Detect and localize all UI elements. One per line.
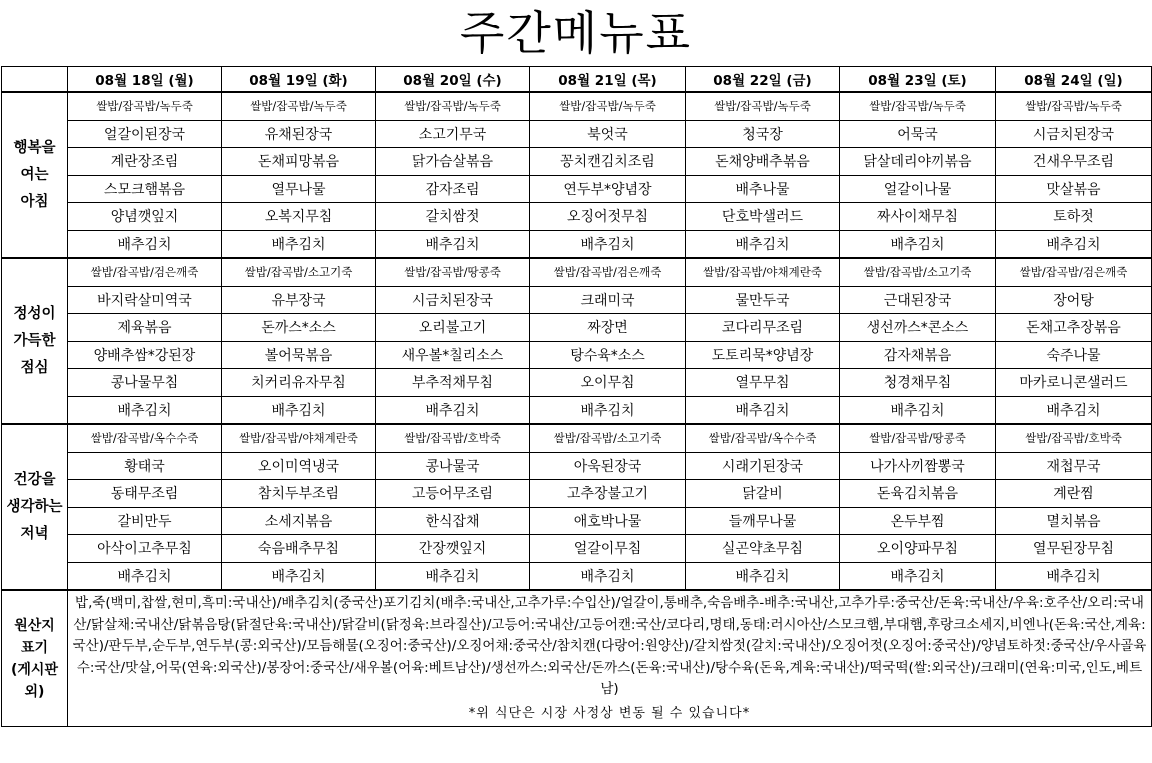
menu-cell: 배추김치 bbox=[996, 562, 1152, 590]
menu-cell: 돈까스*소스 bbox=[222, 314, 376, 342]
meal-label bbox=[2, 258, 68, 424]
menu-cell: 돈육김치볶음 bbox=[840, 480, 996, 508]
menu-cell: 새우볼*칠리소스 bbox=[376, 341, 530, 369]
menu-cell: 양념깻잎지 bbox=[68, 203, 222, 231]
menu-row bbox=[2, 203, 1152, 231]
menu-cell: 나가사끼짬뽕국 bbox=[840, 452, 996, 480]
menu-cell: 배추김치 bbox=[376, 396, 530, 424]
menu-cell: 배추김치 bbox=[530, 230, 686, 258]
meal-label-line: 정성이 bbox=[13, 305, 56, 322]
menu-cell: 돈채피망볶음 bbox=[222, 148, 376, 176]
menu-cell: 청경채무침 bbox=[840, 369, 996, 397]
menu-cell: 열무나물 bbox=[222, 175, 376, 203]
menu-cell: 유채된장국 bbox=[222, 120, 376, 148]
menu-cell: 계란찜 bbox=[996, 480, 1152, 508]
menu-cell: 단호박샐러드 bbox=[686, 203, 840, 231]
menu-row bbox=[2, 396, 1152, 424]
menu-cell: 배추김치 bbox=[222, 562, 376, 590]
menu-cell: 오이양파무침 bbox=[840, 535, 996, 563]
menu-cell: 배추김치 bbox=[222, 230, 376, 258]
menu-cell: 고추장불고기 bbox=[530, 480, 686, 508]
menu-row bbox=[2, 230, 1152, 258]
menu-row bbox=[2, 120, 1152, 148]
menu-cell: 맛살볶음 bbox=[996, 175, 1152, 203]
menu-cell: 제육볶음 bbox=[68, 314, 222, 342]
menu-cell: 동태무조림 bbox=[68, 480, 222, 508]
menu-cell: 마카로니콘샐러드 bbox=[996, 369, 1152, 397]
menu-cell: 꽁치캔김치조림 bbox=[530, 148, 686, 176]
menu-cell: 콩나물무침 bbox=[68, 369, 222, 397]
menu-cell: 참치두부조림 bbox=[222, 480, 376, 508]
menu-cell: 재첩무국 bbox=[996, 452, 1152, 480]
menu-cell: 소세지볶음 bbox=[222, 507, 376, 535]
menu-cell: 멸치볶음 bbox=[996, 507, 1152, 535]
origin-label bbox=[2, 590, 68, 727]
meal-label-line: 점심 bbox=[20, 359, 49, 376]
menu-row bbox=[2, 258, 1152, 286]
origin-label-line: 원산지 bbox=[14, 617, 55, 634]
origin-label-line: 표기 bbox=[20, 639, 49, 656]
menu-cell: 치커리유자무침 bbox=[222, 369, 376, 397]
menu-cell: 소고기무국 bbox=[376, 120, 530, 148]
menu-cell: 쌀밥/잡곡밥/소고기죽 bbox=[530, 424, 686, 452]
menu-cell: 오이미역냉국 bbox=[222, 452, 376, 480]
page-title: 주간메뉴표 bbox=[459, 6, 693, 60]
menu-cell: 쌀밥/잡곡밥/호박죽 bbox=[996, 424, 1152, 452]
menu-cell: 배추김치 bbox=[840, 230, 996, 258]
meal-label-line: 생각하는 bbox=[6, 498, 63, 515]
menu-cell: 쌀밥/잡곡밥/검은깨죽 bbox=[996, 258, 1152, 286]
menu-cell: 물만두국 bbox=[686, 286, 840, 314]
menu-cell: 배추김치 bbox=[376, 562, 530, 590]
menu-cell: 청국장 bbox=[686, 120, 840, 148]
meal-label-line: 건강을 bbox=[13, 471, 56, 488]
menu-cell: 닭갈비 bbox=[686, 480, 840, 508]
menu-cell: 쌀밥/잡곡밥/검은깨죽 bbox=[530, 258, 686, 286]
menu-cell: 닭가슴살볶음 bbox=[376, 148, 530, 176]
menu-cell: 쌀밥/잡곡밥/녹두죽 bbox=[68, 92, 222, 120]
menu-cell: 연두부*양념장 bbox=[530, 175, 686, 203]
origin-info bbox=[68, 590, 1152, 727]
menu-cell: 온두부찜 bbox=[840, 507, 996, 535]
origin-text: 밥,죽(백미,찹쌀,현미,흑미:국내산)/배추김치(중국산)포기김치(배추:국내산,고추가루:수입산)/얼갈이,통배추,숙음배추-배추:국내산,고추가루:중국산/돈육:국내산/우육:호주산/오리:국내산/닭살채:국내산/닭볶음탕(닭절단육:국내산)/닭갈비(닭정육:브라질산)/고등어:국내산/고등어캔:국산/코다리,명태,동태:러시아산/스모크햄,부대햄,후랑크소세지,비엔나(돈육:국산,계육:국산)/판두부,순두부,연두부(콩:외국산)/모듬해물(오징어:중국산)/오징어채:중국산/참치캔(다랑어:원양산)/갈치쌈젓(갈치:국내산)/오징어젓(오징어:중국산)/양념토하젓:중국산/우사골육수:국산/맛살,어묵(연육:외국산)/봉장어:중국산/새우볼(어육:베트남산)/생선까스:외국산/돈까스(돈육:국내산)/탕수육(돈육,계육:국내산)/떡국떡(쌀:외국산)/크래미(연육:미국,인도,베트남) bbox=[72, 595, 1147, 697]
menu-cell: 얼갈이나물 bbox=[840, 175, 996, 203]
menu-cell: 부추적채무침 bbox=[376, 369, 530, 397]
menu-cell: 쌀밥/잡곡밥/땅콩죽 bbox=[376, 258, 530, 286]
menu-cell: 쌀밥/잡곡밥/녹두죽 bbox=[222, 92, 376, 120]
meal-label-line: 저녁 bbox=[20, 525, 49, 542]
menu-row bbox=[2, 452, 1152, 480]
menu-cell: 쌀밥/잡곡밥/소고기죽 bbox=[222, 258, 376, 286]
menu-cell: 숙주나물 bbox=[996, 341, 1152, 369]
menu-cell: 열무무침 bbox=[686, 369, 840, 397]
menu-cell: 숙음배추무침 bbox=[222, 535, 376, 563]
menu-cell: 쌀밥/잡곡밥/녹두죽 bbox=[686, 92, 840, 120]
menu-cell: 양배추쌈*강된장 bbox=[68, 341, 222, 369]
menu-cell: 도토리묵*양념장 bbox=[686, 341, 840, 369]
menu-cell: 배추나물 bbox=[686, 175, 840, 203]
menu-cell: 배추김치 bbox=[68, 230, 222, 258]
menu-cell: 쌀밥/잡곡밥/녹두죽 bbox=[376, 92, 530, 120]
meal-label-line: 아침 bbox=[20, 193, 49, 210]
menu-row bbox=[2, 314, 1152, 342]
menu-cell: 배추김치 bbox=[530, 396, 686, 424]
menu-cell: 배추김치 bbox=[996, 230, 1152, 258]
menu-cell: 배추김치 bbox=[840, 396, 996, 424]
day-header-row bbox=[2, 67, 1152, 93]
menu-cell: 바지락살미역국 bbox=[68, 286, 222, 314]
menu-row bbox=[2, 286, 1152, 314]
menu-cell: 배추김치 bbox=[686, 230, 840, 258]
menu-cell: 배추김치 bbox=[686, 562, 840, 590]
menu-row bbox=[2, 148, 1152, 176]
meal-label-line: 가득한 bbox=[13, 332, 56, 349]
menu-cell: 배추김치 bbox=[376, 230, 530, 258]
day-header: 08월 24일 (일) bbox=[996, 67, 1152, 93]
meal-label bbox=[2, 92, 68, 258]
menu-cell: 쌀밥/잡곡밥/땅콩죽 bbox=[840, 424, 996, 452]
menu-cell: 콩나물국 bbox=[376, 452, 530, 480]
origin-row bbox=[2, 590, 1152, 727]
menu-cell: 코다리무조림 bbox=[686, 314, 840, 342]
menu-cell: 배추김치 bbox=[686, 396, 840, 424]
day-header: 08월 21일 (목) bbox=[530, 67, 686, 93]
menu-cell: 아삭이고추무침 bbox=[68, 535, 222, 563]
menu-cell: 쌀밥/잡곡밥/검은깨죽 bbox=[68, 258, 222, 286]
menu-cell: 오복지무침 bbox=[222, 203, 376, 231]
menu-cell: 쌀밥/잡곡밥/옥수수죽 bbox=[68, 424, 222, 452]
menu-cell: 볼어묵볶음 bbox=[222, 341, 376, 369]
menu-cell: 쌀밥/잡곡밥/녹두죽 bbox=[996, 92, 1152, 120]
menu-cell: 배추김치 bbox=[68, 562, 222, 590]
menu-cell: 계란장조림 bbox=[68, 148, 222, 176]
menu-cell: 돈채양배추볶음 bbox=[686, 148, 840, 176]
menu-cell: 한식잡채 bbox=[376, 507, 530, 535]
menu-cell: 짜사이채무침 bbox=[840, 203, 996, 231]
menu-cell: 건새우무조림 bbox=[996, 148, 1152, 176]
menu-cell: 탕수육*소스 bbox=[530, 341, 686, 369]
menu-cell: 스모크햄볶음 bbox=[68, 175, 222, 203]
menu-cell: 들깨무나물 bbox=[686, 507, 840, 535]
menu-cell: 감자조림 bbox=[376, 175, 530, 203]
menu-cell: 얼갈이된장국 bbox=[68, 120, 222, 148]
menu-change-notice: *위 식단은 시장 사정상 변동 될 수 있습니다* bbox=[468, 705, 751, 721]
menu-cell: 쌀밥/잡곡밥/야채계란죽 bbox=[222, 424, 376, 452]
day-header: 08월 20일 (수) bbox=[376, 67, 530, 93]
day-header: 08월 18일 (월) bbox=[68, 67, 222, 93]
menu-cell: 북엇국 bbox=[530, 120, 686, 148]
day-header: 08월 22일 (금) bbox=[686, 67, 840, 93]
menu-cell: 쌀밥/잡곡밥/호박죽 bbox=[376, 424, 530, 452]
menu-cell: 고등어무조림 bbox=[376, 480, 530, 508]
menu-row bbox=[2, 562, 1152, 590]
menu-cell: 유부장국 bbox=[222, 286, 376, 314]
menu-cell: 배추김치 bbox=[996, 396, 1152, 424]
menu-cell: 토하젓 bbox=[996, 203, 1152, 231]
menu-cell: 쌀밥/잡곡밥/소고기죽 bbox=[840, 258, 996, 286]
menu-row bbox=[2, 175, 1152, 203]
menu-cell: 쌀밥/잡곡밥/녹두죽 bbox=[530, 92, 686, 120]
menu-row bbox=[2, 507, 1152, 535]
corner-cell bbox=[2, 67, 68, 93]
menu-cell: 배추김치 bbox=[222, 396, 376, 424]
menu-cell: 닭살데리야끼볶음 bbox=[840, 148, 996, 176]
menu-cell: 열무된장무침 bbox=[996, 535, 1152, 563]
menu-cell: 오이무침 bbox=[530, 369, 686, 397]
day-header: 08월 19일 (화) bbox=[222, 67, 376, 93]
menu-cell: 오징어젓무침 bbox=[530, 203, 686, 231]
menu-cell: 쌀밥/잡곡밥/야채계란죽 bbox=[686, 258, 840, 286]
menu-cell: 시금치된장국 bbox=[376, 286, 530, 314]
meal-label bbox=[2, 424, 68, 590]
menu-cell: 근대된장국 bbox=[840, 286, 996, 314]
menu-cell: 장어탕 bbox=[996, 286, 1152, 314]
meal-label-line: 여는 bbox=[20, 166, 49, 183]
menu-cell: 시래기된장국 bbox=[686, 452, 840, 480]
menu-cell: 얼갈이무침 bbox=[530, 535, 686, 563]
meal-label-line: 행복을 bbox=[13, 139, 56, 156]
menu-cell: 생선까스*콘소스 bbox=[840, 314, 996, 342]
menu-cell: 감자채볶음 bbox=[840, 341, 996, 369]
menu-row bbox=[2, 92, 1152, 120]
menu-row bbox=[2, 480, 1152, 508]
menu-cell: 아욱된장국 bbox=[530, 452, 686, 480]
menu-row bbox=[2, 369, 1152, 397]
menu-cell: 갈비만두 bbox=[68, 507, 222, 535]
day-header: 08월 23일 (토) bbox=[840, 67, 996, 93]
menu-cell: 배추김치 bbox=[68, 396, 222, 424]
menu-row bbox=[2, 535, 1152, 563]
menu-cell: 쌀밥/잡곡밥/옥수수죽 bbox=[686, 424, 840, 452]
menu-row bbox=[2, 341, 1152, 369]
menu-cell: 짜장면 bbox=[530, 314, 686, 342]
menu-cell: 애호박나물 bbox=[530, 507, 686, 535]
menu-row bbox=[2, 424, 1152, 452]
origin-label-line: (게시판 bbox=[11, 661, 58, 678]
origin-label-line: 외) bbox=[24, 683, 45, 700]
menu-cell: 어묵국 bbox=[840, 120, 996, 148]
menu-cell: 실곤약초무침 bbox=[686, 535, 840, 563]
menu-cell: 갈치쌈젓 bbox=[376, 203, 530, 231]
menu-cell: 오리불고기 bbox=[376, 314, 530, 342]
menu-cell: 크래미국 bbox=[530, 286, 686, 314]
menu-cell: 배추김치 bbox=[530, 562, 686, 590]
menu-cell: 간장깻잎지 bbox=[376, 535, 530, 563]
menu-cell: 황태국 bbox=[68, 452, 222, 480]
menu-cell: 배추김치 bbox=[840, 562, 996, 590]
weekly-menu-table bbox=[1, 66, 1152, 727]
menu-cell: 돈채고추장볶음 bbox=[996, 314, 1152, 342]
menu-cell: 쌀밥/잡곡밥/녹두죽 bbox=[840, 92, 996, 120]
menu-cell: 시금치된장국 bbox=[996, 120, 1152, 148]
